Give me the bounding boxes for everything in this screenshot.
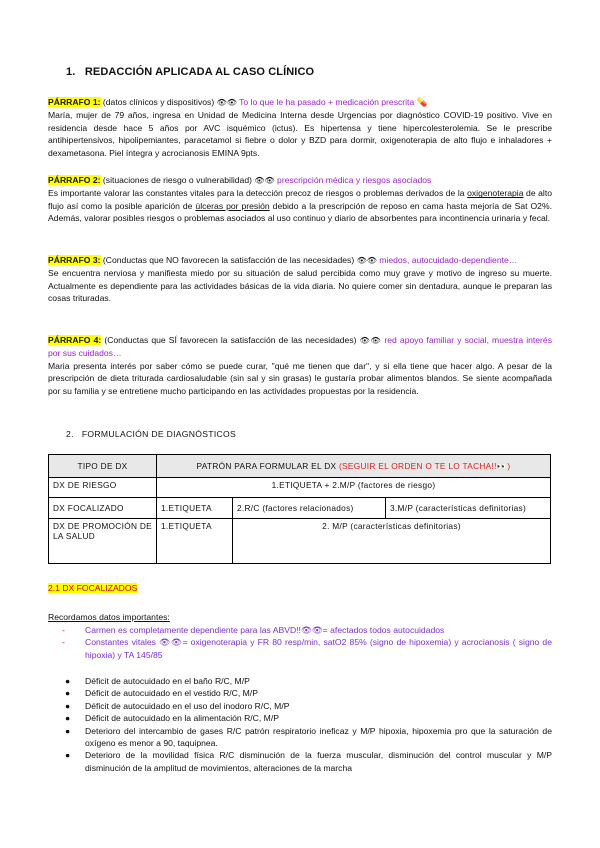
paragraph-4-body: Maria presenta interés por saber cómo se puede curar, "qué me tienen que dar", y si ella tiene que hacer algo. A pesar de la prescripción de dieta triturada cardiosaludable (sin sal y sin grasas) le gustaría probar alimentos blandos. Se siente acompañada por su familia y se entretiene mucho participando en las actividades propuestas por la residencia.: [48, 360, 552, 396]
subsection-2-1-heading: 2.1 DX FOCALIZADOS: [48, 583, 138, 593]
row-cell: 1.ETIQUETA: [157, 498, 233, 519]
table-row: [49, 519, 551, 564]
list-item: - Carmen es completamente dependiente para las ABVD!!👁👁= afectados todos autocuidados: [62, 625, 445, 635]
paragraph-4-subtitle: (Conductas que SÍ favorecen la satisfacción de las necesidades): [101, 335, 360, 345]
list-item: ● Déficit de autocuidado en el baño R/C, M/P: [65, 676, 250, 686]
row-cell: 2.R/C (factores relacionados): [233, 498, 386, 519]
table-header-row: [49, 455, 551, 478]
paragraph-3-body: Se encuentra nerviosa y manifiesta miedo por su situación de salud percibida como muy grave y motivo de ingreso su muerte. Actualmente es dependiente para las actividades básicas de la vida diaria. No quiere comer sin dentadura, aunque le preparan las cosas trituradas.: [48, 268, 552, 304]
row-type: DX DE RIESGO: [49, 478, 157, 498]
row-cell: 1.ETIQUETA: [157, 519, 233, 564]
list-item: ● Déficit de autocuidado en el uso del inodoro R/C, M/P: [65, 700, 290, 711]
paragraph-2-note: prescripción médica y riesgos asociados: [274, 175, 432, 185]
eyes-icon: 👀: [496, 460, 508, 471]
list-item: ● Déficit de autocuidado en la alimentación R/C, M/P: [65, 713, 279, 724]
section-1-number: 1.: [66, 66, 76, 78]
paragraph-2-subtitle: (situaciones de riesgo o vulnerabilidad): [100, 175, 255, 185]
paragraph-2-body-c: debido a la prescripción de reposo en cama hasta mejoría de Sat O2%. Además, valorar posibles riesgos o problemas asociados al uso continuo y diario de absorbentes para incontinencia urinaria y fecal.: [48, 200, 552, 224]
key-data-list: [62, 624, 552, 661]
paragraph-3-subtitle: (Conductas que NO favorecen la satisfacción de las necesidades): [100, 255, 357, 265]
paragraph-2-body-a: Es importante valorar las constantes vitales para la detección precoz de riesgos o problemas derivados de la: [48, 188, 468, 199]
list-item: ● Deterioro del intercambio de gases R/C patrón respiratorio ineficaz y M/P hipoxia, hipoxemia pro que la saturación de oxígeno es menor a 90, taquipnea.: [65, 725, 552, 749]
diagnosis-list: [62, 675, 552, 774]
eyes-icon: 👁👁: [359, 336, 382, 345]
list-item: - Constantes vitales 👁👁= oxigenoterapia y FR 80 resp/min, satO2 85% (signo de hipoxemia) y acrocianosis ( signo de hipoxia) y TA 145/85: [62, 637, 552, 660]
table-row: [49, 478, 551, 498]
eyes-icon: 👁👁: [159, 637, 183, 648]
diagnosis-table: [48, 454, 551, 564]
paragraph-3-note: miedos, autocuidado-dependiente…: [376, 255, 518, 265]
paragraph-2: [48, 174, 552, 225]
header-pattern: PATRÓN PARA FORMULAR EL DX (SEGUIR EL ORDEN O TE LO TACHA!!👀): [157, 455, 551, 478]
table-row: [49, 498, 551, 519]
paragraph-1-subtitle: (datos clínicos y dispositivos): [100, 97, 217, 107]
eyes-icon: 👁👁: [356, 256, 377, 265]
pill-icon: 💊: [416, 97, 428, 107]
paragraph-3: [48, 254, 552, 305]
row-type: DX FOCALIZADO: [49, 498, 157, 519]
eyes-icon: 👁👁: [216, 98, 237, 107]
paragraph-4: [48, 334, 552, 397]
section-1-heading: [66, 66, 314, 78]
list-item: ● Deterioro de la movilidad física R/C disminución de la fuerza muscular, disminución del control muscular y M/P disminución de la amplitud de movimientos, alteraciones de la marcha: [65, 750, 552, 773]
section-2-heading: [66, 429, 236, 439]
row-cell: 3.M/P (características definitorias): [386, 498, 551, 519]
row-type: DX DE PROMOCIÓN DE LA SALUD: [49, 519, 157, 564]
paragraph-2-label: PÁRRAFO 2:: [48, 175, 101, 185]
header-type: TIPO DE DX: [49, 455, 157, 478]
section-2-number: 2.: [66, 429, 74, 439]
paragraph-1: [48, 96, 552, 159]
paragraph-4-note: red apoyo familiar y social, muestra interés por sus cuidados…: [48, 335, 552, 359]
paragraph-1-label: PÁRRAFO 1:: [48, 97, 101, 107]
oxigenoterapia-underlined: oxigenoterapia: [467, 188, 524, 199]
paragraph-3-label: PÁRRAFO 3:: [48, 255, 101, 265]
paragraph-2-body-b: de alto flujo así como la posible aparición de: [48, 188, 552, 211]
eyes-icon: 👁👁: [300, 625, 323, 635]
paragraph-1-note: To lo que le ha pasado + medicación prescrita: [236, 97, 417, 107]
paragraph-1-body: María, mujer de 79 años, ingresa en Unidad de Medicina Interna desde Urgencias por diagnóstico COVID-19 positivo. Vive en residencia desde hace 5 años por AVC isquémico (ictus). Es hipertensa y tiene hipercolesterolemia. Se le prescribe antihipertensivos, hipolipemiantes, paracetamol si fiebre o dolor y BZD para dormir, oxigenoterapia de alto flujo e inhaladores + dexametasona. Piel íntegra y acrocianosis EMINA 9pts.: [48, 110, 552, 158]
section-1-title: REDACCIÓN APLICADA AL CASO CLÍNICO: [84, 66, 315, 78]
row-cell: 1.ETIQUETA + 2.M/P (factores de riesgo): [157, 478, 551, 498]
header-warning: (SEGUIR EL ORDEN O TE LO TACHA!!: [338, 460, 497, 471]
section-2-title: FORMULACIÓN DE DIAGNÓSTICOS: [81, 429, 237, 439]
eyes-icon: 👁👁: [254, 176, 275, 185]
recall-heading: Recordamos datos importantes:: [48, 612, 170, 622]
ulceras-underlined: úlceras por presión: [195, 200, 270, 211]
row-cell: 2. M/P (características definitorias): [233, 519, 551, 564]
paragraph-4-label: PÁRRAFO 4:: [48, 335, 102, 345]
list-item: ● Déficit de autocuidado en el vestido R/C, M/P: [65, 688, 258, 699]
